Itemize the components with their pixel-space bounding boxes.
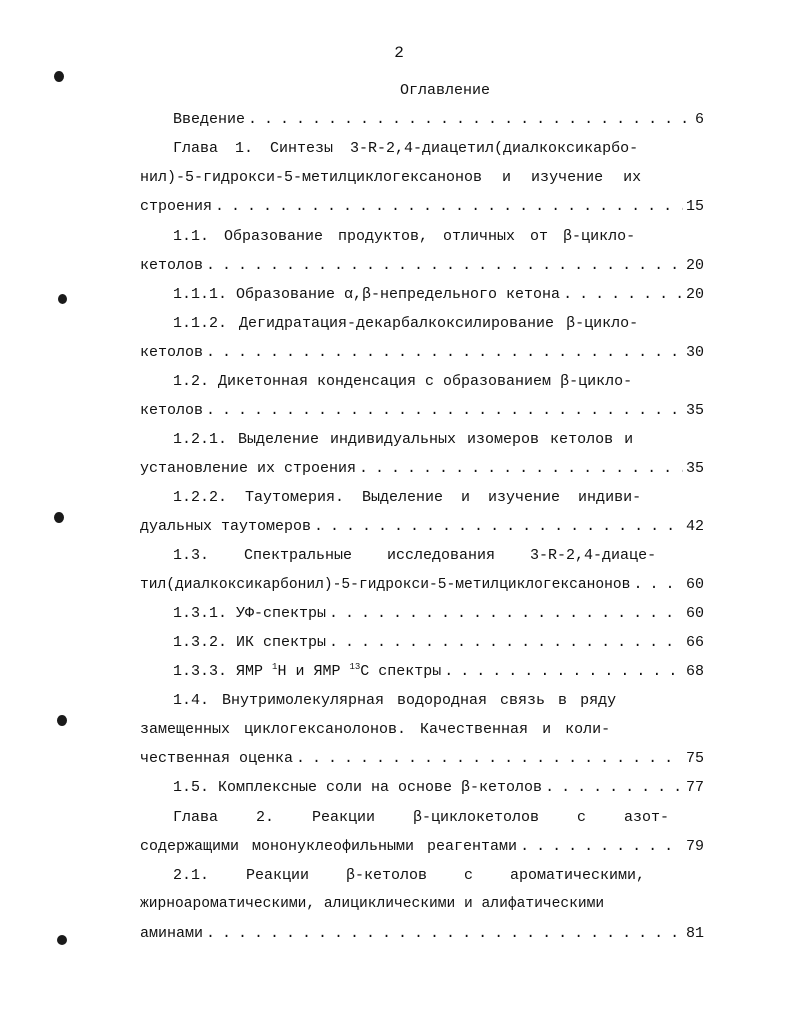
- entry-text: замещенных циклогексанолонов. Качественная и коли-: [140, 721, 611, 738]
- entry-text: [173, 663, 441, 680]
- toc-entry-1-5: [173, 779, 704, 801]
- entry-text: содержащими мононуклеофильными реагентами: [140, 838, 518, 855]
- dot-leader: [329, 605, 683, 622]
- entry-text: жирноароматическими, алициклическими и алифатическими: [140, 896, 605, 912]
- entry-text: кетолов: [140, 344, 204, 361]
- dot-leader: [206, 257, 683, 274]
- toc-title: Оглавление: [399, 82, 490, 99]
- dot-leader: [444, 663, 683, 680]
- dot-leader: [215, 198, 683, 215]
- entry-page: 60: [685, 605, 704, 622]
- entry-text: 2.1. Реакции β-кетолов с ароматическими,: [173, 867, 646, 884]
- toc-entry-chapter-2: [173, 809, 704, 831]
- toc-entry-2-1-cont: [140, 896, 704, 918]
- entry-page: 20: [685, 257, 704, 274]
- toc-entry-1-2-2: [173, 489, 704, 511]
- entry-page: 66: [685, 634, 704, 651]
- toc-entry-1-4-cont: [140, 721, 704, 743]
- entry-text: дуальных таутомеров: [140, 518, 312, 535]
- toc-entry-1-3-1: [173, 605, 704, 627]
- entry-text: Глава 1. Синтезы 3-R-2,4-диацетил(диалкоксикарбо-: [173, 140, 639, 157]
- entry-text: установление их строения: [140, 460, 357, 477]
- toc-entry-1-2-1-end: [140, 460, 704, 482]
- entry-page: 35: [685, 402, 704, 419]
- toc-entry-1-2-1: [173, 431, 704, 453]
- toc-entry-chapter-2-end: [140, 838, 704, 860]
- toc-entry-chapter-1-end: [140, 198, 704, 220]
- superscript: 13: [349, 662, 361, 672]
- entry-text: 1.5. Комплексные соли на основе β-кетолов: [173, 779, 543, 796]
- toc-entry-1-1-1: [173, 286, 704, 308]
- entry-page: 42: [685, 518, 704, 535]
- entry-text: 1.1.2. Дегидратация-декарбалкоксилирование β-цикло-: [173, 315, 639, 332]
- toc-entry-1-3-end: [140, 576, 704, 598]
- dot-leader: [206, 344, 683, 361]
- entry-text: 1.3.2. ИК спектры: [173, 634, 327, 651]
- entry-page: 35: [685, 460, 704, 477]
- toc-entry-1-3: [173, 547, 704, 569]
- toc-entry-1-2: [173, 373, 704, 395]
- page-number: 2: [394, 44, 404, 62]
- punch-hole: [54, 512, 64, 523]
- toc-entry-chapter-1-cont: [140, 169, 704, 191]
- entry-text: кетолов: [140, 402, 204, 419]
- toc-entry-1-4: [173, 692, 704, 714]
- dot-leader: [206, 402, 683, 419]
- toc-entry-chapter-1: [173, 140, 704, 162]
- dot-leader: [329, 634, 683, 651]
- toc-entry-1-3-2: [173, 634, 704, 656]
- dot-leader: [314, 518, 683, 535]
- entry-page: 81: [685, 925, 704, 942]
- entry-page: 60: [685, 576, 704, 593]
- dot-leader: [563, 286, 683, 303]
- entry-text: аминами: [140, 925, 204, 942]
- punch-hole: [57, 935, 67, 945]
- entry-text: кетолов: [140, 257, 204, 274]
- entry-text: 1.1. Образование продуктов, отличных от β-цикло-: [173, 228, 636, 245]
- entry-text: 1.2.2. Таутомерия. Выделение и изучение индиви-: [173, 489, 642, 506]
- entry-page: 30: [685, 344, 704, 361]
- entry-text: 1.1.1. Образование α,β-непредельного кетона: [173, 286, 561, 303]
- entry-page: 15: [685, 198, 704, 215]
- dot-leader: [545, 779, 683, 796]
- entry-text: 1.3.1. УФ-спектры: [173, 605, 327, 622]
- toc-entry-1-1-end: [140, 257, 704, 279]
- punch-hole: [57, 715, 67, 726]
- entry-text: нил)-5-гидрокси-5-метилциклогексанонов и изучение их: [140, 169, 642, 186]
- entry-text: 1.3. Спектральные исследования 3-R-2,4-диаце-: [173, 547, 657, 564]
- toc-entry-1-4-end: [140, 750, 704, 772]
- entry-text-part: Н и ЯМР: [277, 663, 341, 680]
- toc-entry-2-1-end: [140, 925, 704, 947]
- entry-text: Глава 2. Реакции β-циклокетолов с азот-: [173, 809, 670, 826]
- entry-page: 79: [685, 838, 704, 855]
- entry-text: 1.4. Внутримолекулярная водородная связь в ряду: [173, 692, 617, 709]
- dot-leader: [296, 750, 683, 767]
- entry-text: 1.2. Дикетонная конденсация с образованием β-цикло-: [173, 373, 633, 390]
- entry-page: 6: [694, 111, 704, 128]
- toc-entry-1-1-2-end: [140, 344, 704, 366]
- entry-text: 1.2.1. Выделение индивидуальных изомеров кетолов и: [173, 431, 634, 448]
- entry-text-part: С спектры: [360, 663, 442, 680]
- toc-entry-intro: [173, 111, 704, 133]
- dot-leader: [206, 925, 683, 942]
- entry-page: 20: [685, 286, 704, 303]
- entry-page: 68: [685, 663, 704, 680]
- entry-text: тил(диалкоксикарбонил)-5-гидрокси-5-метилциклогексанонов: [140, 577, 631, 593]
- entry-text-part: 1.3.3. ЯМР: [173, 663, 264, 680]
- entry-page: 77: [685, 779, 704, 796]
- entry-text: чественная оценка: [140, 750, 294, 767]
- toc-entry-1-2-2-end: [140, 518, 704, 540]
- dot-leader: [359, 460, 683, 477]
- entry-page: 75: [685, 750, 704, 767]
- dot-leader: [520, 838, 683, 855]
- dot-leader: [248, 111, 692, 128]
- toc-entry-1-3-3: [173, 663, 704, 685]
- toc-entry-2-1: [173, 867, 704, 889]
- punch-hole: [58, 294, 67, 304]
- dot-leader: [633, 576, 683, 593]
- entry-text: Введение: [173, 111, 246, 128]
- entry-text: строения: [140, 198, 213, 215]
- superscript: 1: [272, 662, 278, 672]
- toc-entry-1-1: [173, 228, 704, 250]
- toc-entry-1-1-2: [173, 315, 704, 337]
- punch-hole: [54, 71, 64, 82]
- toc-entry-1-2-end: [140, 402, 704, 424]
